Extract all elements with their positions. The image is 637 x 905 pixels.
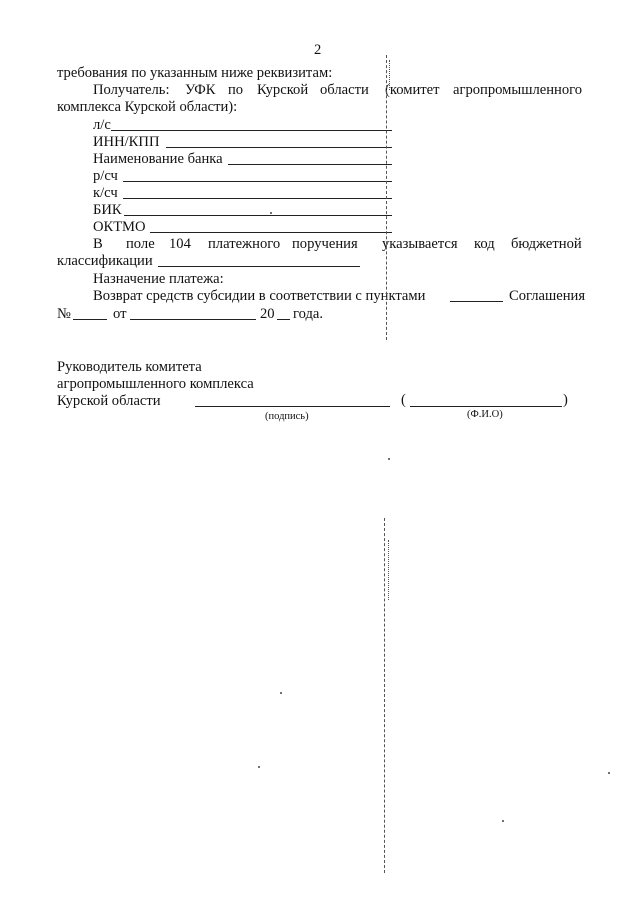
oktmo-blank	[150, 232, 392, 233]
ks-label: к/сч	[93, 185, 118, 201]
fio-open-paren: (	[401, 392, 406, 408]
agreement-number-blank	[73, 319, 107, 320]
agreement-date-blank	[130, 319, 256, 320]
agreement-number-sign: №	[57, 306, 71, 322]
agreement-year-prefix: 20	[260, 306, 275, 322]
scan-fold-line-top	[386, 55, 387, 340]
inn-label: ИНН/КПП	[93, 134, 160, 150]
signatory-title-3: Курской области	[57, 393, 161, 409]
ks-blank	[123, 198, 392, 199]
kbk-line-2: классификации	[57, 253, 153, 269]
signatory-title-2: агропромышленного комплекса	[57, 376, 254, 392]
signature-caption: (подпись)	[265, 411, 309, 422]
scan-speck	[608, 772, 610, 774]
fio-blank	[410, 406, 562, 407]
scan-speck	[258, 766, 260, 768]
ls-label: л/с	[93, 117, 111, 133]
bik-label: БИК	[93, 202, 122, 218]
scan-speck	[502, 820, 504, 822]
punkt-blank	[450, 301, 503, 302]
scan-fold-line-bottom-b	[388, 540, 389, 600]
signature-blank	[195, 406, 390, 407]
document-page: 2 требования по указанным ниже реквизитам: Получатель: УФК по Курской области (комитет агропромышленного комплекса Курской области): л/с ИНН/КПП Наименование банка р/сч к/сч БИК ОКТМО В поле 104 платежного поручения указывается код бюджетной классификации Назначение платежа: Возврат средств субсидии в соответствии с пунктами Соглашения № от 20 года. Руководитель комитета агропромышленного комплекса Курской области ( ) (подпись) (Ф.И.О)	[0, 0, 637, 905]
ls-blank	[111, 130, 392, 131]
recipient-line-2: комплекса Курской области):	[57, 99, 238, 115]
rs-label: р/сч	[93, 168, 118, 184]
agreement-from: от	[113, 306, 127, 322]
scan-speck	[388, 458, 390, 460]
purpose-label: Назначение платежа:	[93, 271, 224, 287]
rs-blank	[123, 181, 392, 182]
scan-speck	[280, 692, 282, 694]
bank-blank	[228, 164, 392, 165]
page-number: 2	[314, 42, 322, 58]
scan-speck	[270, 212, 272, 214]
scan-fold-line-top-b	[389, 60, 390, 90]
agreement-year-blank	[277, 319, 290, 320]
bik-blank	[124, 215, 392, 216]
inn-blank	[166, 147, 392, 148]
fio-caption: (Ф.И.О)	[467, 409, 503, 420]
kbk-blank	[158, 266, 360, 267]
purpose-line-1: Возврат средств субсидии в соответствии с пунктами	[93, 288, 426, 304]
agreement-year-word: года.	[293, 306, 324, 322]
signatory-title-1: Руководитель комитета	[57, 359, 202, 375]
agreement-word: Соглашения	[509, 288, 586, 304]
scan-fold-line-bottom	[384, 518, 385, 873]
bank-label: Наименование банка	[93, 151, 223, 167]
intro-line: требования по указанным ниже реквизитам:	[57, 65, 333, 81]
fio-close-paren: )	[563, 392, 568, 408]
oktmo-label: ОКТМО	[93, 219, 146, 235]
